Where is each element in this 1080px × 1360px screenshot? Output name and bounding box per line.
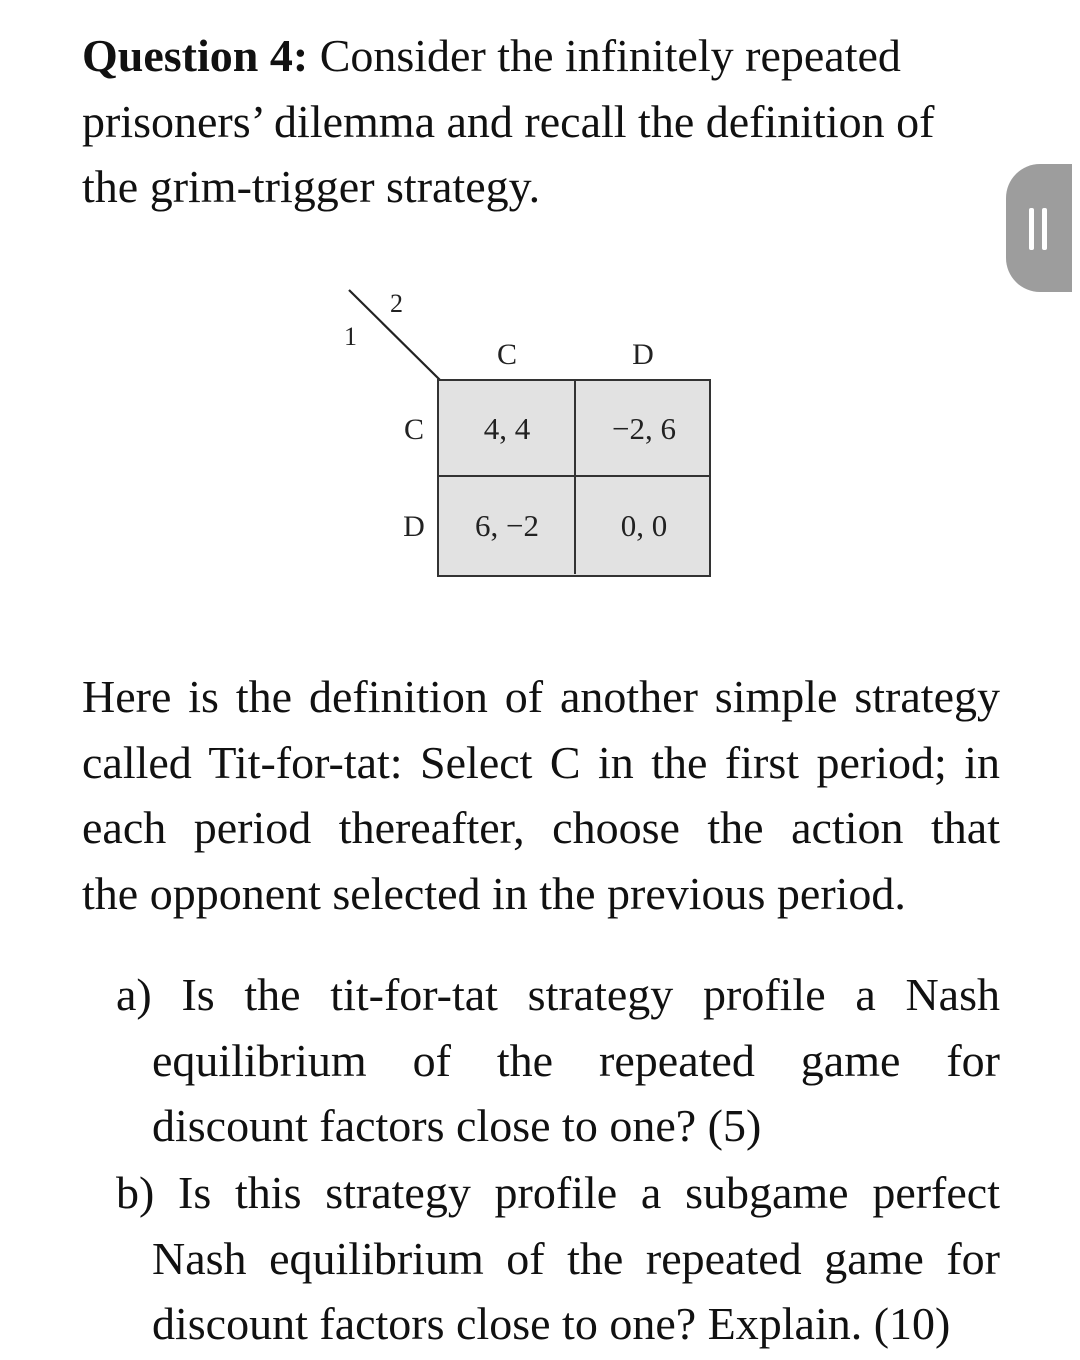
paragraph-line-2: called Tit-for-tat: Select C in the first period; in (82, 736, 1000, 788)
subquestion-b-line-1: b) Is this strategy profile a subgame perfect (116, 1167, 1000, 1218)
payoff-dc: 6, −2 (475, 508, 539, 543)
col-action-c: C (496, 338, 518, 371)
payoff-cd: −2, 6 (612, 411, 676, 446)
row-action-c: C (403, 413, 425, 446)
paragraph-line-4: the opponent selected in the previous period. (82, 867, 906, 919)
subquestion-a-line-1: a) Is the tit-for-tat strategy profile a Nash (116, 969, 1000, 1020)
subquestion-a-line-2: equilibrium of the repeated game for (152, 1034, 1000, 1086)
row-action-d: D (403, 510, 425, 543)
question-line-3: the grim-trigger strategy. (82, 161, 541, 212)
subquestion-a-line-3: discount factors close to one? (5) (152, 1100, 762, 1151)
payoff-dd: 0, 0 (620, 508, 668, 543)
question-line-2: prisoners’ dilemma and recall the definition of (82, 95, 935, 147)
player-col-label: 2 (390, 289, 403, 318)
subquestion-a (0, 962, 1000, 1159)
question-label: Question 4: (82, 30, 309, 81)
paragraph-line-3: each period thereafter, choose the action that (82, 802, 1000, 853)
question-intro-rest: Consider the infinitely repeated (308, 30, 901, 81)
payoff-cc: 4, 4 (483, 411, 531, 446)
subquestion-b (0, 1160, 1000, 1357)
subquestion-b-line-3: discount factors close to one? Explain. (10) (152, 1298, 951, 1349)
payoff-matrix (0, 0, 1080, 620)
paragraph-line-1: Here is the definition of another simple strategy (82, 671, 1000, 722)
player-row-label: 1 (344, 322, 357, 351)
col-action-d: D (632, 338, 654, 371)
subquestion-b-line-2: Nash equilibrium of the repeated game for (152, 1232, 1000, 1284)
tit-for-tat-paragraph (82, 664, 1000, 926)
